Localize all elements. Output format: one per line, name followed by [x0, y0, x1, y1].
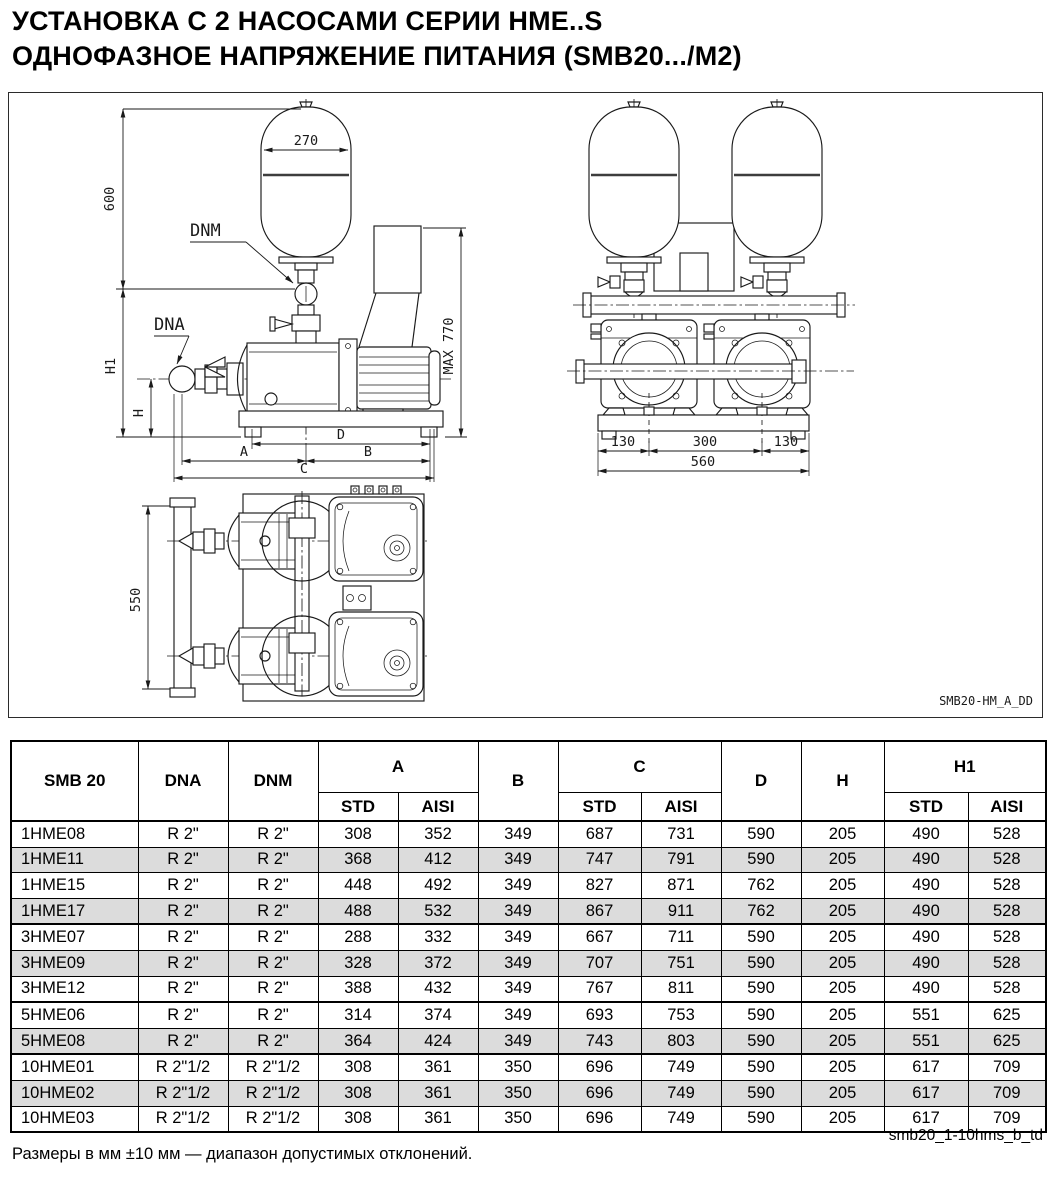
- cell-model: 1HME11: [11, 847, 138, 873]
- cell-model: 3HME12: [11, 976, 138, 1002]
- subheader-c-aisi: AISI: [641, 793, 721, 822]
- col-header-model: SMB 20: [11, 741, 138, 821]
- dim-max-height: MAX 770: [441, 317, 457, 375]
- cell-dnm: R 2": [228, 821, 318, 847]
- cell-h: 205: [801, 1106, 884, 1132]
- cell-b: 350: [478, 1054, 558, 1080]
- cell-model: 10HME03: [11, 1106, 138, 1132]
- cell-h: 205: [801, 1028, 884, 1054]
- doc-code: smb20_1-10hms_b_td: [888, 1127, 1043, 1144]
- cell-dnm: R 2"1/2: [228, 1106, 318, 1132]
- cell-h1_std: 490: [884, 976, 968, 1002]
- cell-c_aisi: 749: [641, 1080, 721, 1106]
- cell-model: 10HME02: [11, 1080, 138, 1106]
- cell-d: 590: [721, 1080, 801, 1106]
- dim-h: H: [131, 408, 147, 418]
- drawing-caption: SMB20-HM_A_DD: [939, 694, 1033, 708]
- cell-a_aisi: 332: [398, 924, 478, 950]
- cell-h1_aisi: 709: [968, 1054, 1046, 1080]
- cell-dnm: R 2": [228, 873, 318, 899]
- cell-c_std: 696: [558, 1106, 641, 1132]
- cell-d: 590: [721, 847, 801, 873]
- cell-h: 205: [801, 1080, 884, 1106]
- cell-model: 1HME17: [11, 898, 138, 924]
- cell-a_std: 328: [318, 950, 398, 976]
- cell-c_aisi: 751: [641, 950, 721, 976]
- cell-c_std: 747: [558, 847, 641, 873]
- table-row: [11, 1028, 1046, 1054]
- cell-c_aisi: 749: [641, 1054, 721, 1080]
- cell-dna: R 2"1/2: [138, 1106, 228, 1132]
- col-header-dna: DNA: [138, 741, 228, 821]
- cell-b: 349: [478, 924, 558, 950]
- cell-b: 349: [478, 976, 558, 1002]
- cell-h1_std: 551: [884, 1028, 968, 1054]
- cell-h: 205: [801, 976, 884, 1002]
- dnm-label: DNM: [190, 221, 221, 241]
- table-row: [11, 898, 1046, 924]
- motor-plan-bottom: [329, 612, 423, 696]
- cell-h1_aisi: 709: [968, 1080, 1046, 1106]
- cell-h: 205: [801, 1054, 884, 1080]
- table-row: [11, 821, 1046, 847]
- title-line2: ОДНОФАЗНОЕ НАПРЯЖЕНИЕ ПИТАНИЯ (SMB20.../M2): [12, 41, 742, 71]
- cell-b: 350: [478, 1080, 558, 1106]
- dim-tank-diameter: 270: [293, 133, 319, 149]
- dim-tank-height: 600: [102, 186, 118, 212]
- cell-dnm: R 2"1/2: [228, 1054, 318, 1080]
- cell-b: 350: [478, 1106, 558, 1132]
- cell-c_std: 696: [558, 1080, 641, 1106]
- cell-a_std: 488: [318, 898, 398, 924]
- cell-d: 590: [721, 1002, 801, 1028]
- dim-base-width: 560: [690, 454, 716, 470]
- cell-h: 205: [801, 924, 884, 950]
- cell-dna: R 2": [138, 873, 228, 899]
- table-row: [11, 1002, 1046, 1028]
- table-row: [11, 976, 1046, 1002]
- technical-drawing: [8, 92, 1043, 718]
- cell-c_aisi: 803: [641, 1028, 721, 1054]
- cell-d: 590: [721, 1106, 801, 1132]
- dim-a: A: [239, 444, 249, 460]
- cell-b: 349: [478, 950, 558, 976]
- cell-dna: R 2": [138, 1028, 228, 1054]
- cell-b: 349: [478, 898, 558, 924]
- cell-h: 205: [801, 950, 884, 976]
- cell-h1_aisi: 709: [968, 1106, 1046, 1132]
- col-header-h1: H1: [884, 741, 1046, 793]
- cell-h1_aisi: 528: [968, 950, 1046, 976]
- cell-h: 205: [801, 847, 884, 873]
- cell-h1_std: 490: [884, 924, 968, 950]
- cell-b: 349: [478, 821, 558, 847]
- cell-d: 762: [721, 898, 801, 924]
- cell-h1_aisi: 528: [968, 847, 1046, 873]
- subheader-a-aisi: AISI: [398, 793, 478, 822]
- cell-model: 10HME01: [11, 1054, 138, 1080]
- cell-model: 5HME06: [11, 1002, 138, 1028]
- dim-b: B: [363, 444, 373, 460]
- cell-h: 205: [801, 873, 884, 899]
- cell-c_aisi: 811: [641, 976, 721, 1002]
- cell-a_std: 448: [318, 873, 398, 899]
- cell-h1_std: 490: [884, 847, 968, 873]
- cell-h1_aisi: 528: [968, 924, 1046, 950]
- cell-h1_std: 617: [884, 1054, 968, 1080]
- cell-a_std: 288: [318, 924, 398, 950]
- dim-h1: H1: [103, 357, 119, 375]
- col-header-h: H: [801, 741, 884, 821]
- table-row: [11, 847, 1046, 873]
- front-view: [567, 99, 855, 476]
- cell-dna: R 2"1/2: [138, 1080, 228, 1106]
- cell-c_std: 687: [558, 821, 641, 847]
- col-header-d: D: [721, 741, 801, 821]
- dimensions-table-body: [11, 821, 1046, 1132]
- cell-h1_std: 490: [884, 950, 968, 976]
- dim-plan-depth: 550: [128, 587, 144, 613]
- cell-c_aisi: 711: [641, 924, 721, 950]
- footer-note: Размеры в мм ±10 мм — диапазон допустимых отклонений.: [12, 1145, 473, 1163]
- motor-plan-top: [329, 497, 423, 581]
- cell-h1_std: 617: [884, 1106, 968, 1132]
- cell-b: 349: [478, 847, 558, 873]
- cell-a_std: 388: [318, 976, 398, 1002]
- cell-a_aisi: 352: [398, 821, 478, 847]
- subheader-h1-std: STD: [884, 793, 968, 822]
- cell-d: 590: [721, 976, 801, 1002]
- cell-c_std: 667: [558, 924, 641, 950]
- col-header-dnm: DNM: [228, 741, 318, 821]
- col-header-c: C: [558, 741, 721, 793]
- cell-h: 205: [801, 898, 884, 924]
- cell-c_std: 867: [558, 898, 641, 924]
- title-line1: УСТАНОВКА С 2 НАСОСАМИ СЕРИИ HME..S: [12, 6, 603, 36]
- cell-d: 590: [721, 821, 801, 847]
- cell-h1_aisi: 625: [968, 1028, 1046, 1054]
- cell-h1_std: 490: [884, 898, 968, 924]
- cell-dnm: R 2": [228, 950, 318, 976]
- cell-a_aisi: 372: [398, 950, 478, 976]
- subheader-c-std: STD: [558, 793, 641, 822]
- dna-label: DNA: [154, 315, 185, 335]
- cell-a_std: 364: [318, 1028, 398, 1054]
- cell-h1_std: 551: [884, 1002, 968, 1028]
- cell-dna: R 2": [138, 847, 228, 873]
- cell-c_aisi: 791: [641, 847, 721, 873]
- cell-c_std: 696: [558, 1054, 641, 1080]
- cell-dnm: R 2": [228, 1002, 318, 1028]
- cell-a_aisi: 532: [398, 898, 478, 924]
- cell-a_aisi: 412: [398, 847, 478, 873]
- cell-h1_aisi: 528: [968, 821, 1046, 847]
- cell-h: 205: [801, 821, 884, 847]
- manifold-bolts: [351, 486, 401, 494]
- cell-dna: R 2": [138, 821, 228, 847]
- table-row: [11, 873, 1046, 899]
- cell-dna: R 2"1/2: [138, 1054, 228, 1080]
- table-row: [11, 950, 1046, 976]
- cell-d: 590: [721, 1054, 801, 1080]
- cell-dna: R 2": [138, 1002, 228, 1028]
- cell-c_aisi: 731: [641, 821, 721, 847]
- cell-c_std: 693: [558, 1002, 641, 1028]
- cell-h: 205: [801, 1002, 884, 1028]
- cell-a_std: 368: [318, 847, 398, 873]
- cell-model: 1HME08: [11, 821, 138, 847]
- cell-h1_std: 490: [884, 821, 968, 847]
- cell-a_std: 308: [318, 1106, 398, 1132]
- cell-h1_std: 617: [884, 1080, 968, 1106]
- cell-d: 590: [721, 1028, 801, 1054]
- cell-a_aisi: 361: [398, 1054, 478, 1080]
- dimensions-table: [10, 740, 1047, 1133]
- cell-dnm: R 2": [228, 1028, 318, 1054]
- cell-dna: R 2": [138, 950, 228, 976]
- cell-h1_std: 490: [884, 873, 968, 899]
- cell-c_aisi: 753: [641, 1002, 721, 1028]
- cell-h1_aisi: 625: [968, 1002, 1046, 1028]
- cell-h1_aisi: 528: [968, 976, 1046, 1002]
- cell-dnm: R 2"1/2: [228, 1080, 318, 1106]
- cell-model: 5HME08: [11, 1028, 138, 1054]
- cell-b: 349: [478, 873, 558, 899]
- cell-c_std: 827: [558, 873, 641, 899]
- cell-a_aisi: 361: [398, 1106, 478, 1132]
- cell-c_aisi: 749: [641, 1106, 721, 1132]
- cell-dnm: R 2": [228, 976, 318, 1002]
- cell-b: 349: [478, 1028, 558, 1054]
- plan-view: [128, 486, 427, 701]
- cell-dnm: R 2": [228, 924, 318, 950]
- cell-d: 590: [721, 924, 801, 950]
- cell-a_std: 308: [318, 1054, 398, 1080]
- cell-h1_aisi: 528: [968, 898, 1046, 924]
- dim-anchor-left: 130: [610, 434, 636, 450]
- cell-c_aisi: 871: [641, 873, 721, 899]
- col-header-a: A: [318, 741, 478, 793]
- side-view: [102, 99, 467, 482]
- cell-a_aisi: 424: [398, 1028, 478, 1054]
- cell-b: 349: [478, 1002, 558, 1028]
- cell-dna: R 2": [138, 976, 228, 1002]
- cell-dna: R 2": [138, 898, 228, 924]
- cell-a_aisi: 361: [398, 1080, 478, 1106]
- cell-dnm: R 2": [228, 847, 318, 873]
- cell-a_aisi: 492: [398, 873, 478, 899]
- dim-anchor-right: 130: [773, 434, 799, 450]
- subheader-h1-aisi: AISI: [968, 793, 1046, 822]
- cell-a_std: 314: [318, 1002, 398, 1028]
- cell-model: 3HME07: [11, 924, 138, 950]
- cell-d: 590: [721, 950, 801, 976]
- cell-a_std: 308: [318, 1080, 398, 1106]
- table-row: [11, 1054, 1046, 1080]
- cell-model: 3HME09: [11, 950, 138, 976]
- cell-h1_aisi: 528: [968, 873, 1046, 899]
- cell-a_aisi: 432: [398, 976, 478, 1002]
- cell-a_aisi: 374: [398, 1002, 478, 1028]
- table-row: [11, 924, 1046, 950]
- drawing-svg: [9, 93, 1040, 715]
- tank-valve-right: [741, 257, 804, 297]
- dim-c: C: [299, 461, 309, 477]
- cell-model: 1HME15: [11, 873, 138, 899]
- cell-dnm: R 2": [228, 898, 318, 924]
- cell-dna: R 2": [138, 924, 228, 950]
- dim-d: D: [336, 427, 346, 443]
- col-header-b: B: [478, 741, 558, 821]
- subheader-a-std: STD: [318, 793, 398, 822]
- cell-c_aisi: 911: [641, 898, 721, 924]
- cell-c_std: 767: [558, 976, 641, 1002]
- page-title: [12, 4, 742, 74]
- cell-d: 762: [721, 873, 801, 899]
- dim-anchor-center: 300: [692, 434, 718, 450]
- cell-c_std: 743: [558, 1028, 641, 1054]
- cell-a_std: 308: [318, 821, 398, 847]
- tank-valve-left: [598, 257, 661, 297]
- cell-c_std: 707: [558, 950, 641, 976]
- table-row: [11, 1080, 1046, 1106]
